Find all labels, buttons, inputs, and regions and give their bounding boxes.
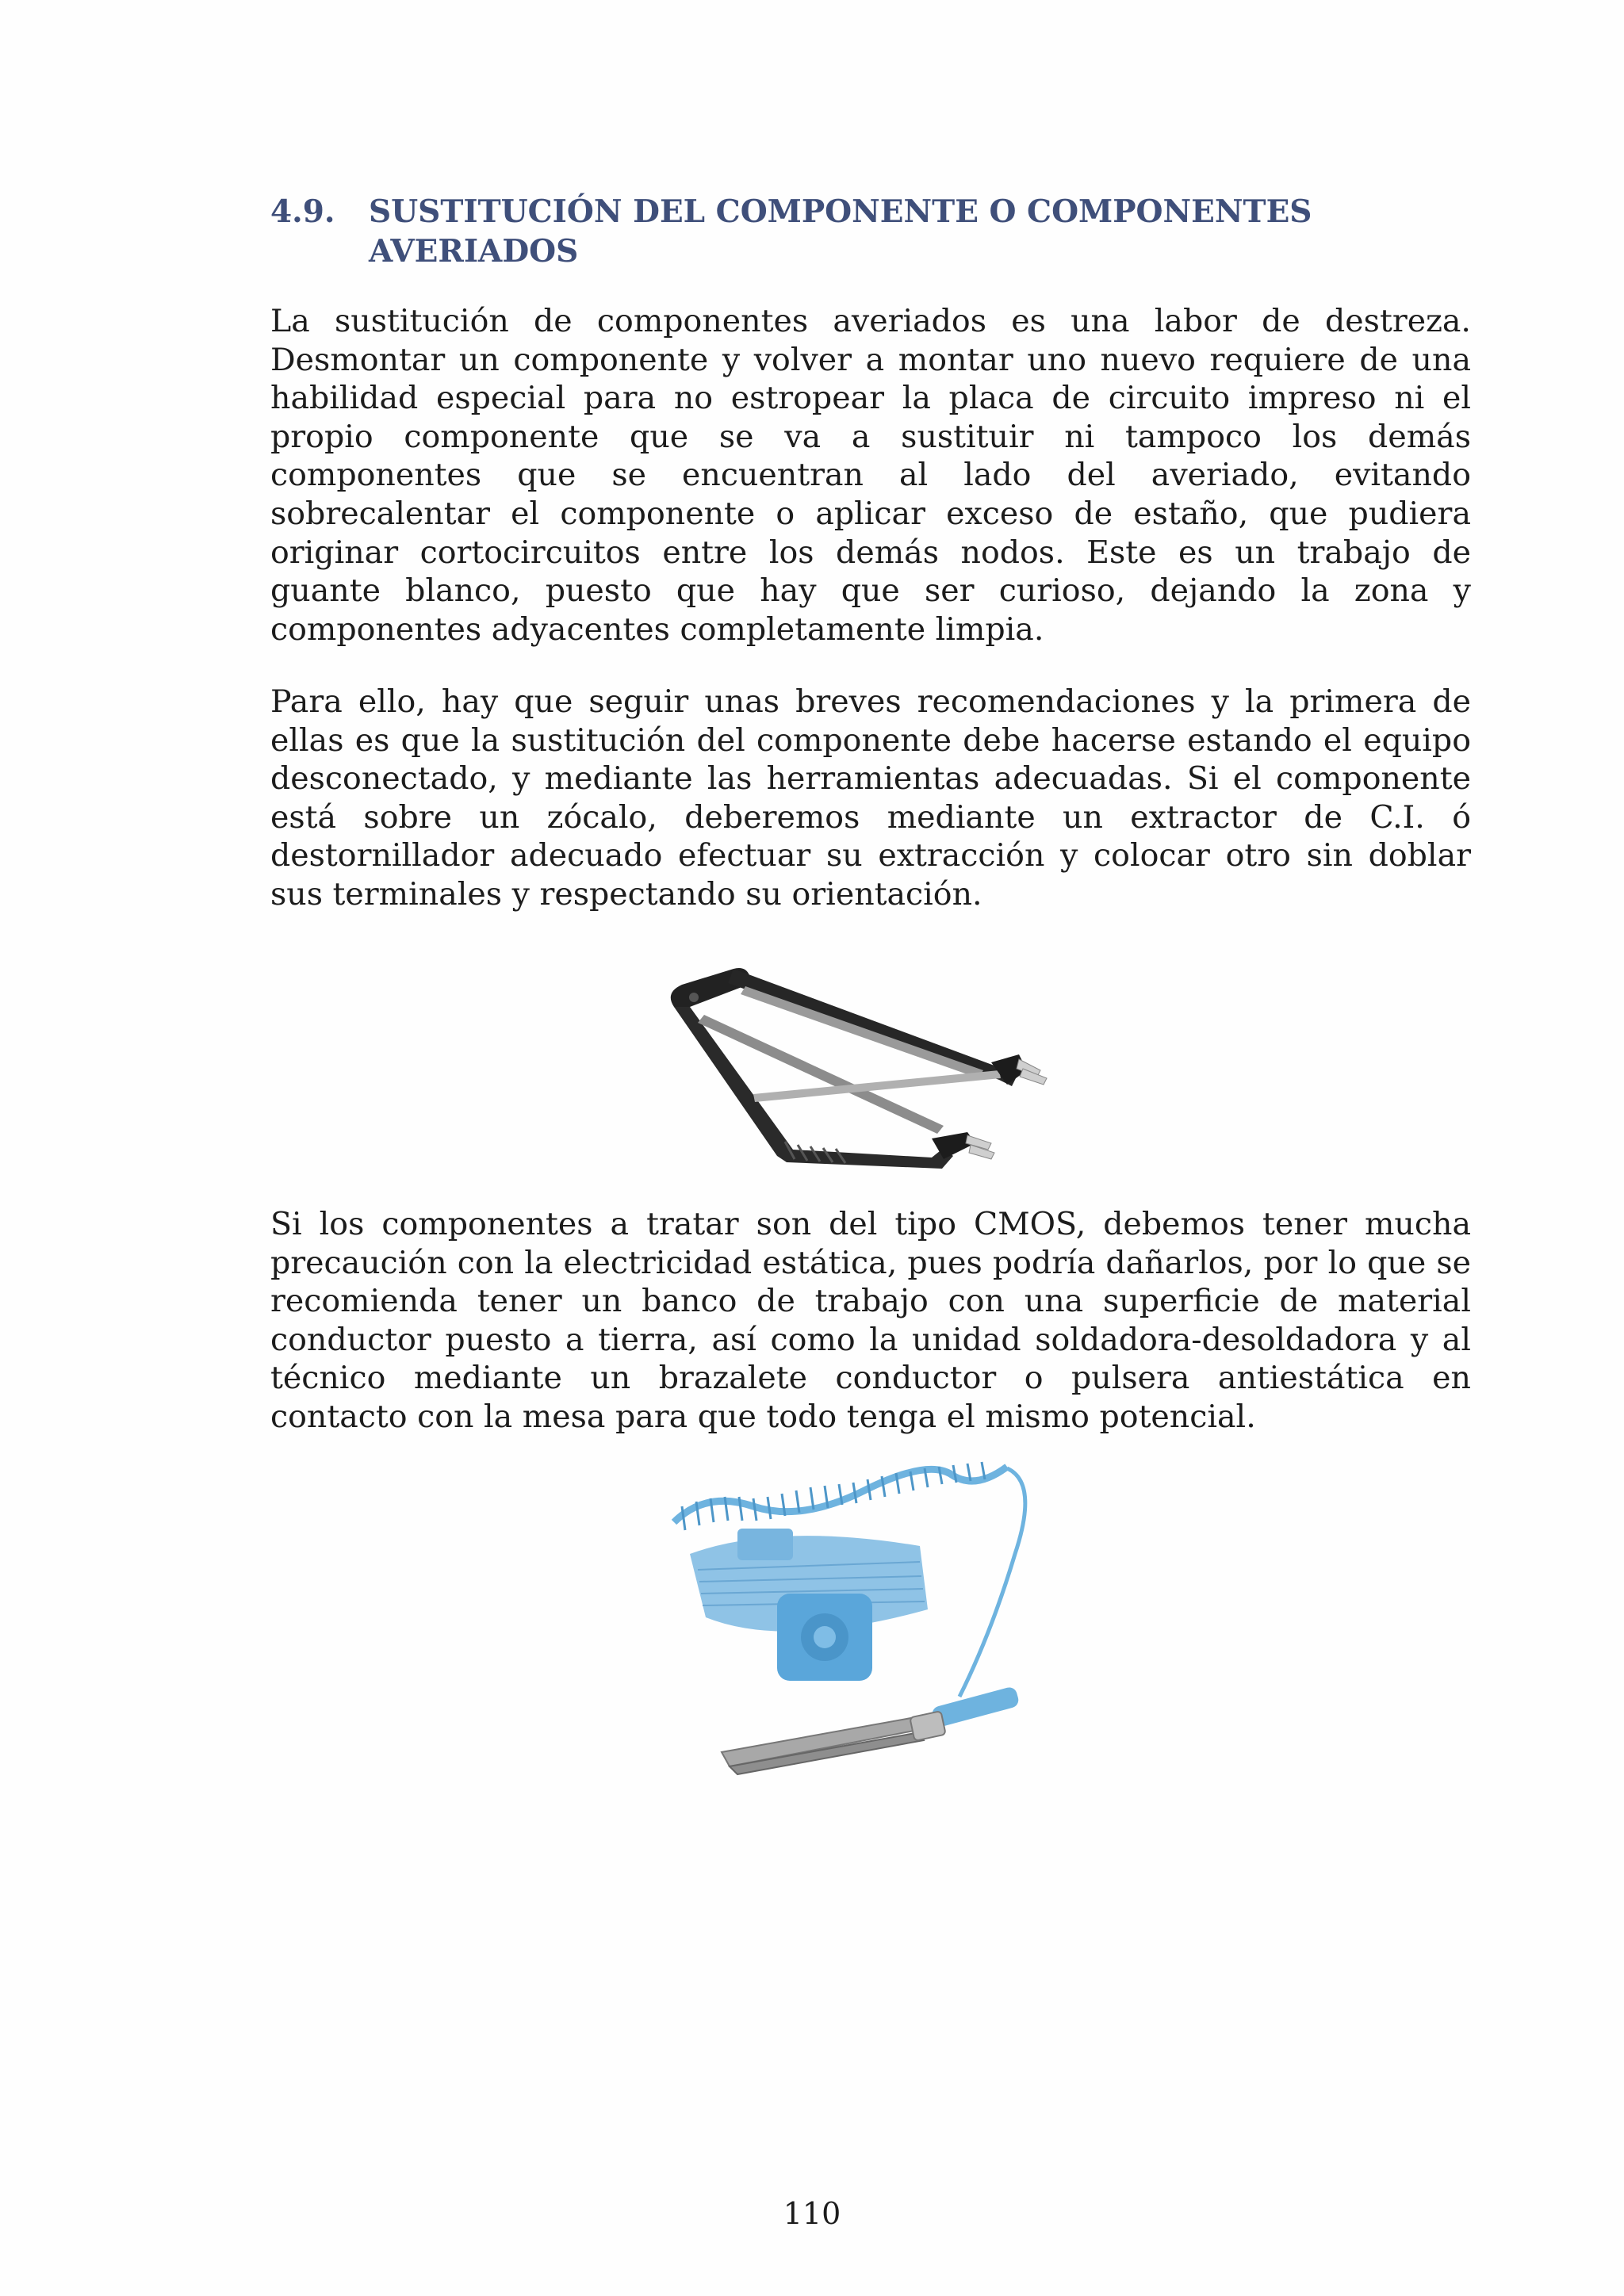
section-number: 4.9. <box>270 193 335 230</box>
antistatic-wrist-strap-illustration <box>658 1459 1102 1776</box>
section-title-line-2: AVERIADOS <box>369 233 579 270</box>
section-title-line-1: SUSTITUCIÓN DEL COMPONENTE O COMPONENTES <box>369 193 1312 230</box>
paragraph-3: Si los componentes a tratar son del tipo CMOS, debemos tener mucha precaución con la electricidad estática, pues podría dañarlos, por lo que se recomienda tener un banco de trabajo con una superficie de material conductor puesto a tierra, así como la unidad soldadora-desoldadora y al técnico mediante un brazalete conductor o pulsera antiestática en contacto con la mesa para que todo tenga el mismo potencial. <box>270 1206 1471 1435</box>
paragraph-2: Para ello, hay que seguir unas breves recomendaciones y la primera de ellas es que la sustitución del componente debe hacerse estando el equipo desconectado, y mediante las herramientas adecuadas. Si el componente está sobre un zócalo, deberemos mediante un extractor de C.I. ó destornillador adecuado efectuar su extracción y colocar otro sin doblar sus terminales y respectando su orientación. <box>270 683 1471 913</box>
section-title <box>369 192 1360 271</box>
ic-extractor-tool-illustration <box>658 951 1078 1181</box>
paragraph-1: La sustitución de componentes averiados es una labor de destreza. Desmontar un componente y volver a montar uno nuevo requiere de una habilidad especial para no estropear la placa de circuito impreso ni el propio componente que se va a sustituir ni tampoco los demás componentes que se encuentran al lado del averiado, evitando sobrecalentar el componente o aplicar exceso de estaño, que pudiera originar cortocircuitos entre los demás nodos. Este es un trabajo de guante blanco, puesto que hay que ser curioso, dejando la zona y componentes adyacentes completamente limpia. <box>270 303 1471 648</box>
page-number: 110 <box>783 2196 841 2231</box>
wrist-strap-figure <box>658 1459 1102 1776</box>
ic-extractor-figure <box>658 951 1078 1181</box>
